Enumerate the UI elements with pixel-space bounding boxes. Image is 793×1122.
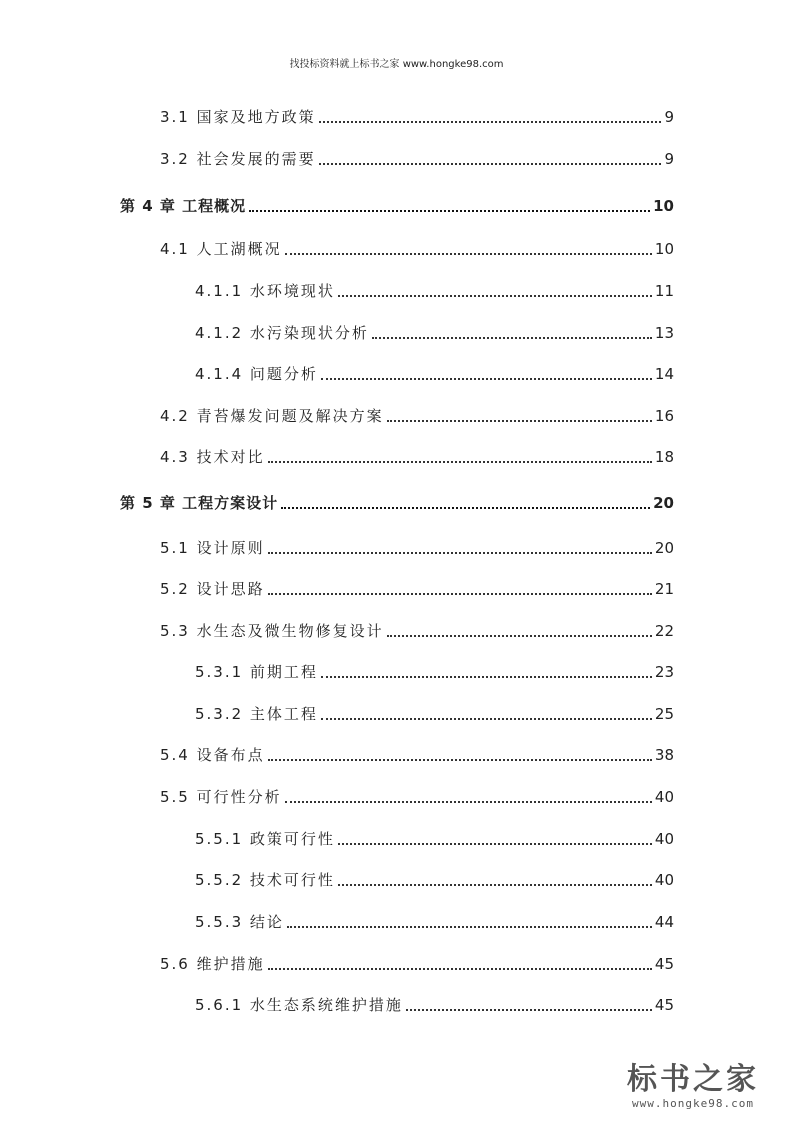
toc-entry-label: 5.6 维护措施 (160, 955, 265, 973)
dot-leader (268, 552, 652, 554)
toc-entry-label: 5.5.1 政策可行性 (195, 830, 335, 848)
toc-entry[interactable] (160, 406, 674, 426)
toc-entry-page: 13 (654, 324, 674, 342)
toc-entry-page: 11 (654, 282, 674, 300)
toc-subentry[interactable] (195, 281, 674, 301)
watermark-url: www.hongke98.com (632, 1097, 754, 1110)
toc-subentry[interactable] (195, 323, 674, 343)
toc-entry-page: 40 (654, 788, 674, 806)
toc-chapter-entry[interactable] (120, 196, 674, 216)
toc-entry[interactable] (160, 107, 674, 127)
dot-leader (338, 843, 652, 845)
toc-subentry[interactable] (195, 829, 674, 849)
toc-entry-page: 21 (654, 580, 674, 598)
dot-leader (319, 163, 662, 165)
toc-entry-label: 5.5.2 技术可行性 (195, 871, 335, 889)
watermark-logo (613, 1063, 773, 1110)
toc-chapter-entry[interactable] (120, 493, 674, 513)
toc-entry-page: 10 (653, 197, 674, 215)
dot-leader (281, 507, 650, 509)
toc-entry-label: 5.2 设计思路 (160, 580, 265, 598)
toc-entry-page: 25 (654, 705, 674, 723)
toc-entry-label: 5.4 设备布点 (160, 746, 265, 764)
toc-entry-page: 20 (654, 539, 674, 557)
toc-entry-label: 5.5 可行性分析 (160, 788, 282, 806)
toc-subentry[interactable] (195, 704, 674, 724)
toc-entry[interactable] (160, 787, 674, 807)
toc-entry[interactable] (160, 745, 674, 765)
dot-leader (268, 461, 652, 463)
toc-entry-label: 5.3.1 前期工程 (195, 663, 318, 681)
toc-entry[interactable] (160, 954, 674, 974)
dot-leader (338, 295, 652, 297)
toc-entry-label: 5.1 设计原则 (160, 539, 265, 557)
toc-subentry[interactable] (195, 995, 674, 1015)
dot-leader (285, 253, 652, 255)
toc-subentry[interactable] (195, 870, 674, 890)
toc-entry-label: 第 5 章 工程方案设计 (120, 494, 279, 512)
toc-entry-label: 3.2 社会发展的需要 (160, 150, 316, 168)
toc-subentry[interactable] (195, 912, 674, 932)
dot-leader (319, 121, 662, 123)
toc-entry[interactable] (160, 621, 674, 641)
toc-entry-label: 第 4 章 工程概况 (120, 197, 247, 215)
toc-entry[interactable] (160, 538, 674, 558)
dot-leader (321, 378, 652, 380)
toc-entry-page: 44 (654, 913, 674, 931)
dot-leader (285, 801, 652, 803)
dot-leader (321, 718, 652, 720)
dot-leader (372, 337, 652, 339)
toc-entry[interactable] (160, 149, 674, 169)
toc-entry-page: 45 (654, 955, 674, 973)
toc-subentry[interactable] (195, 364, 674, 384)
toc-entry-page: 18 (654, 448, 674, 466)
toc-entry-label: 4.1.2 水污染现状分析 (195, 324, 369, 342)
toc-entry-page: 22 (654, 622, 674, 640)
toc-entry-page: 20 (653, 494, 674, 512)
toc-entry-label: 4.1.1 水环境现状 (195, 282, 335, 300)
page-header: 找投标资料就上标书之家 www.hongke98.com (289, 59, 504, 70)
toc-entry-label: 5.6.1 水生态系统维护措施 (195, 996, 403, 1014)
toc-entry[interactable] (160, 579, 674, 599)
toc-entry-page: 10 (654, 240, 674, 258)
toc-entry-page: 16 (654, 407, 674, 425)
dot-leader (268, 759, 652, 761)
toc-entry-label: 4.1 人工湖概况 (160, 240, 282, 258)
toc-entry-page: 40 (654, 830, 674, 848)
toc-entry-label: 5.3.2 主体工程 (195, 705, 318, 723)
toc-entry-label: 5.5.3 结论 (195, 913, 284, 931)
dot-leader (287, 926, 652, 928)
toc-entry-page: 23 (654, 663, 674, 681)
toc-subentry[interactable] (195, 662, 674, 682)
toc-entry-label: 4.1.4 问题分析 (195, 365, 318, 383)
dot-leader (268, 593, 652, 595)
toc-entry-label: 4.2 青苔爆发问题及解决方案 (160, 407, 384, 425)
dot-leader (338, 884, 652, 886)
watermark-title: 标书之家 (627, 1062, 759, 1097)
dot-leader (321, 676, 652, 678)
dot-leader (406, 1009, 652, 1011)
toc-entry[interactable] (160, 447, 674, 467)
toc-entry-page: 14 (654, 365, 674, 383)
toc-entry-label: 4.3 技术对比 (160, 448, 265, 466)
toc-entry-page: 40 (654, 871, 674, 889)
dot-leader (387, 635, 652, 637)
toc-entry-page: 45 (654, 996, 674, 1014)
dot-leader (268, 968, 652, 970)
toc-entry-label: 3.1 国家及地方政策 (160, 108, 316, 126)
dot-leader (387, 420, 652, 422)
toc-entry-label: 5.3 水生态及微生物修复设计 (160, 622, 384, 640)
dot-leader (249, 210, 650, 212)
toc-entry-page: 9 (664, 108, 674, 126)
toc-entry-page: 38 (654, 746, 674, 764)
toc-entry-page: 9 (664, 150, 674, 168)
toc-entry[interactable] (160, 239, 674, 259)
